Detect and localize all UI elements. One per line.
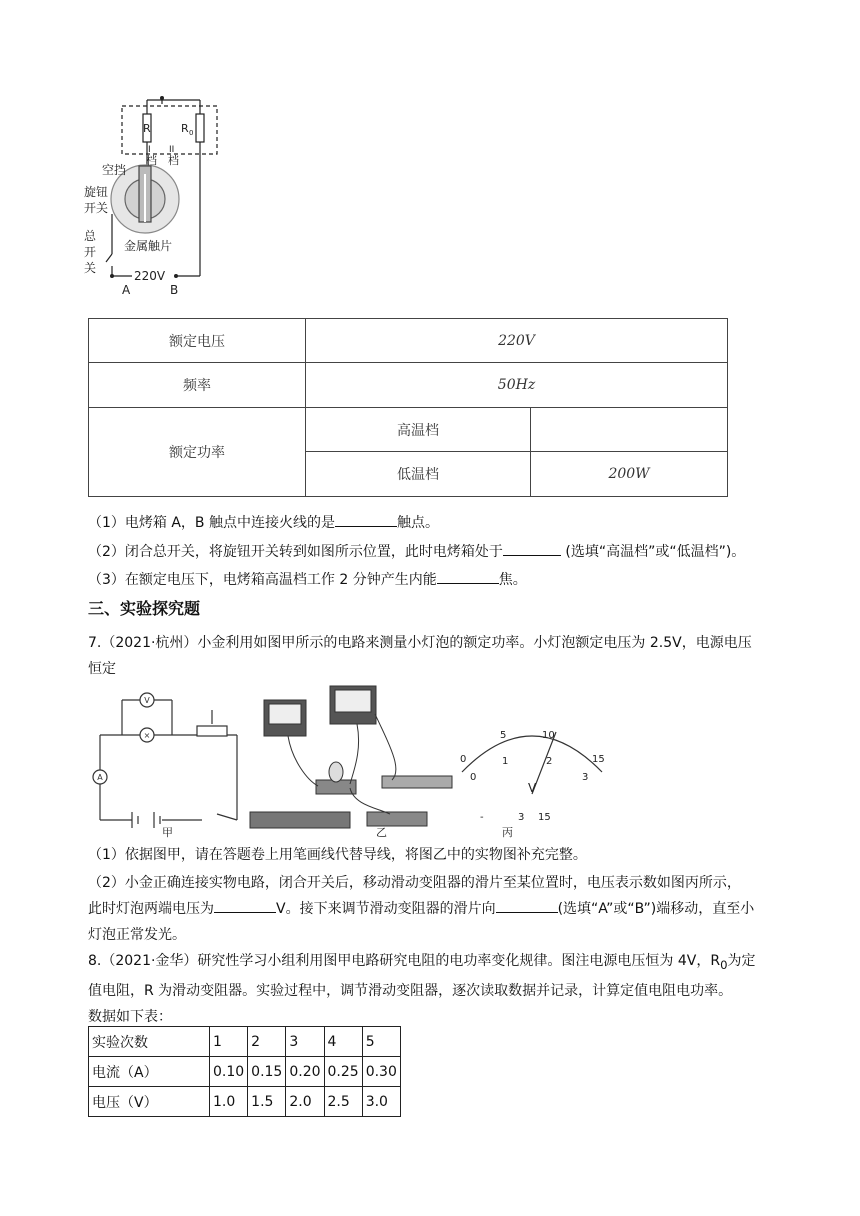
q7-figures [92, 680, 792, 838]
svg-text:V: V [144, 696, 150, 705]
meter-unit-v: V [528, 781, 537, 795]
q6-sub2 [88, 541, 745, 562]
q7-sub2 [88, 870, 778, 948]
scale-bottom-2: 2 [546, 756, 553, 767]
scale-bottom-1: 1 [502, 756, 509, 767]
terminal-15: 15 [538, 812, 551, 823]
point-b-label: B [170, 283, 179, 297]
q8-line1-post: 为定 [727, 953, 756, 969]
scale-top-5: 5 [500, 730, 507, 741]
table-cell: 2.0 [286, 1087, 324, 1117]
q6-sub1-tail: 触点。 [397, 515, 439, 531]
q7-sub2-line3: 灯泡正常发光。 [88, 927, 186, 943]
rated-voltage-label: 额定电压 [89, 319, 306, 363]
svg-text:A: A [97, 773, 103, 782]
gear-1-label: 档 [146, 154, 157, 167]
q6-sub2-blank [503, 541, 561, 556]
terminal-3: 3 [518, 812, 525, 823]
table-cell: 2.5 [324, 1087, 362, 1117]
rated-power-label: 额定功率 [89, 408, 306, 497]
low-gear-label: 低温档 [306, 452, 531, 497]
q6-sub3-blank [437, 569, 499, 584]
q7-sub1: （1）依据图甲，请在答题卷上用笔画线代替导线，将图乙中的实物图补充完整。 [88, 847, 587, 863]
rated-voltage-value: 220V [306, 319, 728, 363]
scale-bottom-3: 3 [582, 772, 589, 783]
table-cell: 0.20 [286, 1057, 324, 1087]
section-title: 三、实验探究题 [88, 599, 201, 618]
table-row [89, 1087, 401, 1117]
resistor-r0-label: R [181, 122, 189, 135]
terminal-neg: - [480, 812, 484, 823]
q6-sub3-tail: 焦。 [498, 572, 527, 588]
q6-sub2-tail: (选填“高温档”或“低温档”)。 [560, 544, 746, 560]
q7-voltage-blank [214, 898, 276, 913]
q6-sub3 [88, 569, 527, 590]
q8-data-table [88, 1026, 401, 1117]
oven-circuit-diagram [82, 94, 222, 300]
fig-bing-label: 丙 [502, 826, 513, 838]
q8-line1-sub: 0 [720, 957, 728, 972]
q7-direction-blank [496, 898, 558, 913]
q7-intro [88, 630, 778, 682]
current-row-label: 电流（A） [89, 1057, 210, 1087]
frequency-label: 频率 [89, 363, 306, 408]
high-gear-label: 高温档 [306, 408, 531, 452]
scale-bottom-0: 0 [470, 772, 477, 783]
point-a-label: A [122, 283, 131, 297]
table-row [89, 1027, 401, 1057]
resistor-r0-sub: 0 [189, 129, 194, 137]
q7-intro-line1: 7.（2021·杭州）小金利用如图甲所示的电路来测量小灯泡的额定功率。小灯泡额定电压为 2.5V，电源电压 [88, 635, 752, 651]
apparatus-yi [250, 686, 452, 828]
q8-intro [88, 948, 778, 1030]
metal-contact-label: 金属触片 [124, 239, 173, 253]
frequency-value: 50Hz [306, 363, 728, 408]
svg-text:×: × [143, 731, 151, 740]
q6-sub1-text: （1）电烤箱 A，B 触点中连接火线的是 [88, 515, 335, 531]
q7-sub2-text: 此时灯泡两端电压为 [88, 901, 214, 917]
oven-spec-table [88, 318, 728, 497]
table-row [89, 1057, 401, 1087]
fig-jia-label: 甲 [162, 826, 173, 838]
main-switch-label-1: 总 [84, 229, 97, 243]
table-cell: 0.15 [248, 1057, 286, 1087]
table-header: 1 [210, 1027, 248, 1057]
main-switch-label-3: 关 [84, 261, 97, 275]
q7-sub2-mid: V。接下来调节滑动变阻器的滑片向 [276, 901, 496, 917]
main-switch-label-2: 开 [84, 245, 97, 259]
q6-sub1-blank [335, 512, 397, 527]
gear-2-label: 档 [168, 154, 179, 167]
q8-line3: 数据如下表： [88, 1008, 172, 1025]
q7-sub2-tail: (选填“A”或“B”)端移动，直至小 [557, 901, 755, 917]
table-cell: 0.30 [362, 1057, 400, 1087]
q8-line1 [88, 948, 778, 978]
table-cell: 3.0 [362, 1087, 400, 1117]
resistor-r-label: R [143, 122, 151, 135]
scale-top-10: 10 [542, 730, 555, 741]
knob-switch-label-1: 旋钮 [84, 185, 109, 199]
gear-1-roman: I [148, 145, 151, 155]
table-cell: 0.25 [324, 1057, 362, 1087]
q8-line1-text: 8.（2021·金华）研究性学习小组利用图甲电路研究电阻的电功率变化规律。图注电源电压恒为 4V，R [88, 953, 721, 969]
table-header: 4 [324, 1027, 362, 1057]
circuit-schematic-jia [100, 700, 237, 828]
knob-switch-label-2: 开关 [84, 201, 109, 215]
voltage-label: 220V [134, 269, 166, 283]
table-header: 2 [248, 1027, 286, 1057]
table-cell: 1.5 [248, 1087, 286, 1117]
q7-sub2-line1: （2）小金正确连接实物电路，闭合开关后，移动滑动变阻器的滑片至某位置时，电压表示数如图丙所示， [88, 875, 741, 891]
scale-top-15: 15 [592, 754, 605, 765]
table-header: 3 [286, 1027, 324, 1057]
voltage-row-label: 电压（V） [89, 1087, 210, 1117]
table-header: 5 [362, 1027, 400, 1057]
q6-sub1 [88, 512, 439, 533]
table-cell: 1.0 [210, 1087, 248, 1117]
q7-sub2-line2 [88, 896, 778, 922]
q8-line2: 值电阻，R 为滑动变阻器。实验过程中，调节滑动变阻器，逐次读取数据并记录，计算定值电阻电功率。 [88, 982, 733, 999]
high-gear-value [531, 408, 728, 452]
scale-top-0: 0 [460, 754, 467, 765]
gear-2-roman: II [169, 145, 175, 155]
q6-sub3-text: （3）在额定电压下，电烤箱高温档工作 2 分钟产生内能 [88, 572, 437, 588]
neutral-gear-label: 空挡 [102, 163, 127, 177]
table-cell: 0.10 [210, 1057, 248, 1087]
fig-yi-label: 乙 [376, 826, 387, 838]
low-gear-value: 200W [531, 452, 728, 497]
q7-intro-line2: 恒定 [88, 661, 116, 677]
table-header: 实验次数 [89, 1027, 210, 1057]
q6-sub2-text: （2）闭合总开关，将旋钮开关转到如图所示位置，此时电烤箱处于 [88, 544, 503, 560]
